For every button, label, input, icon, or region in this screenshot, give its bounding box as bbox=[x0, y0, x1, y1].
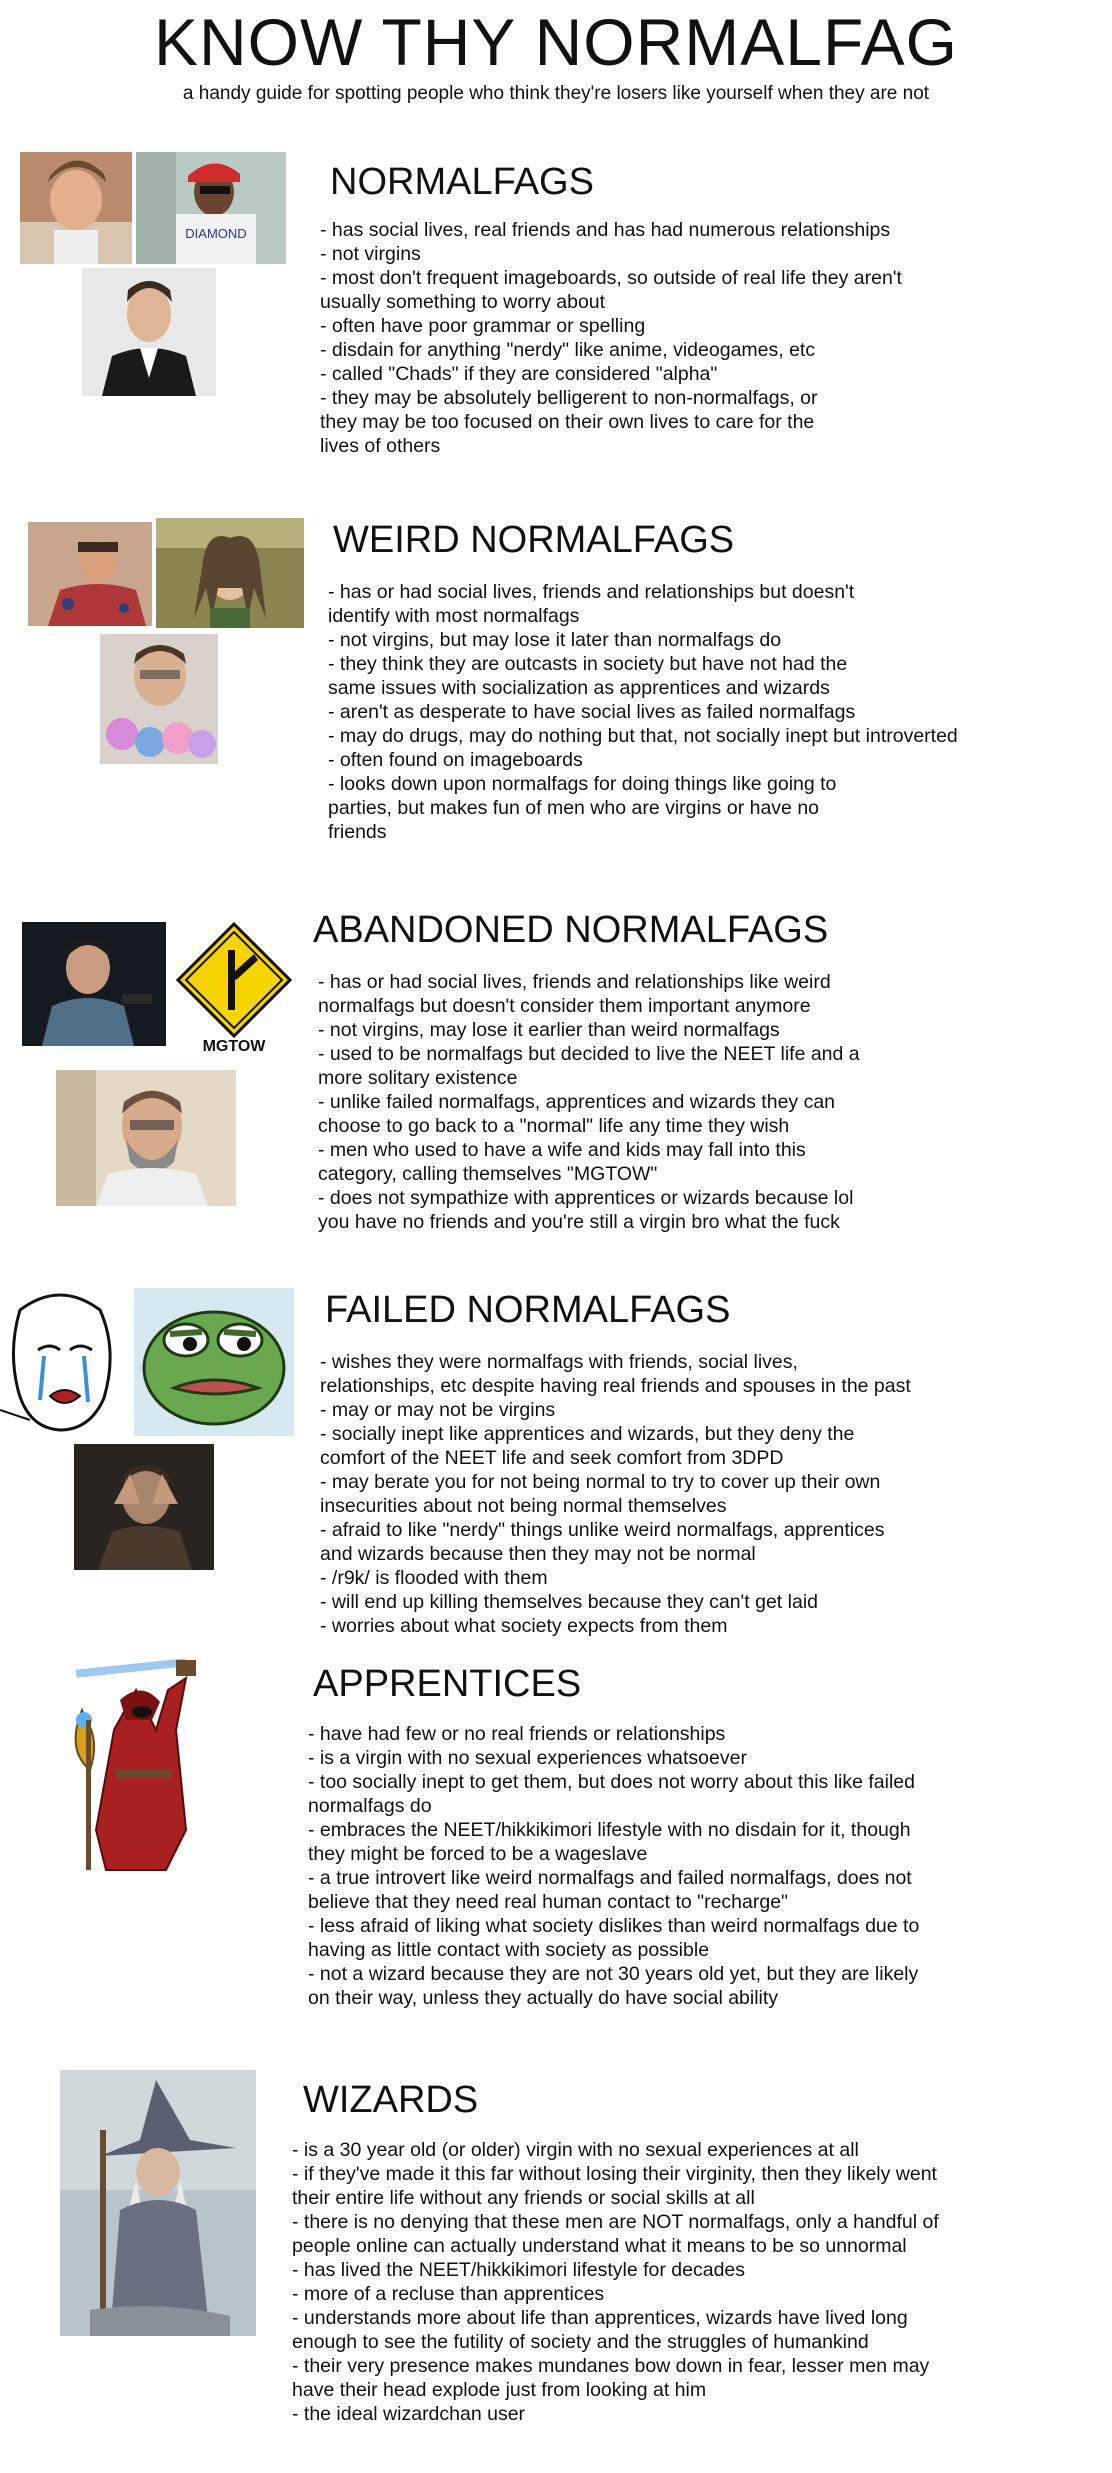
section-wizards bbox=[0, 2060, 1112, 2473]
list-item: - more of a recluse than apprentices bbox=[292, 2283, 605, 2305]
list-item: - too socially inept to get them, but does not worry about this like failed normalfags do bbox=[308, 1771, 915, 1817]
list-item: - worries about what society expects from them bbox=[320, 1615, 728, 1637]
photo-tattooed-man-smoking bbox=[28, 522, 152, 626]
list-item: - not virgins bbox=[320, 243, 421, 265]
list-item: - looks down upon normalfags for doing things like going to parties, but makes fun of men who are virgins or have no friends bbox=[328, 773, 837, 843]
photo-young-man-tank-top bbox=[20, 152, 132, 264]
list-item: - embraces the NEET/hikkikimori lifestyle with no disdain for it, though they might be forced to be a wageslave bbox=[308, 1819, 911, 1865]
crying-wojak-drawing bbox=[0, 1280, 130, 1440]
list-item: - has social lives, real friends and has had numerous relationships bbox=[320, 219, 891, 241]
section-title: FAILED NORMALFAGS bbox=[325, 1289, 731, 1331]
bullet-list bbox=[318, 970, 1078, 1234]
list-item: - not a wizard because they are not 30 years old yet, but they are likely on their way, unless they actually do have social ability bbox=[308, 1963, 919, 2009]
list-item: - disdain for anything "nerdy" like anime, videogames, etc bbox=[320, 339, 816, 361]
photo-man-in-suit bbox=[82, 268, 216, 396]
photo-man-head-in-hands bbox=[74, 1444, 214, 1570]
list-item: - less afraid of liking what society dislikes than weird normalfags due to having as little contact with society as possible bbox=[308, 1915, 920, 1961]
list-item: - often found on imageboards bbox=[328, 749, 583, 771]
section-abandoned-normalfags bbox=[0, 900, 1112, 1240]
list-item: - wishes they were normalfags with friends, social lives, relationships, etc despite having real friends and spouses in the past bbox=[320, 1351, 911, 1397]
red-robed-wizard-with-sword bbox=[56, 1650, 216, 1890]
list-item: - have had few or no real friends or relationships bbox=[308, 1723, 726, 1745]
list-item: - understands more about life than apprentices, wizards have lived long enough to see the futility of society and the struggles of humankind bbox=[292, 2307, 908, 2353]
list-item: - is a 30 year old (or older) virgin with no sexual experiences at all bbox=[292, 2139, 859, 2161]
bullet-list bbox=[292, 2138, 1102, 2426]
list-item: - there is no denying that these men are NOT normalfags, only a handful of people online can actually understand what it means to be so unnormal bbox=[292, 2211, 939, 2257]
bullet-list bbox=[308, 1722, 1098, 2010]
section-title: ABANDONED NORMALFAGS bbox=[313, 909, 829, 951]
list-item: - has lived the NEET/hikkikimori lifestyle for decades bbox=[292, 2259, 746, 2281]
section-title: APPRENTICES bbox=[313, 1663, 582, 1705]
list-item: - a true introvert like weird normalfags and failed normalfags, does not believe that they need real human contact to "recharge" bbox=[308, 1867, 912, 1913]
sad-frog-drawing bbox=[134, 1288, 294, 1436]
list-item: - not virgins, may lose it earlier than weird normalfags bbox=[318, 1019, 780, 1041]
list-item: - does not sympathize with apprentices or wizards because lol you have no friends and you're still a virgin bro what the fuck bbox=[318, 1187, 854, 1233]
page-subtitle: a handy guide for spotting people who think they're losers like yourself when they are not bbox=[182, 83, 930, 104]
list-item: - unlike failed normalfags, apprentices and wizards they can choose to go back to a "normal" life any time they wish bbox=[318, 1091, 836, 1137]
photo-man-with-ponies bbox=[100, 634, 218, 764]
list-item: - afraid to like "nerdy" things unlike weird normalfags, apprentices and wizards because then they may not be normal bbox=[320, 1519, 885, 1565]
list-item: - not virgins, but may lose it later than normalfags do bbox=[328, 629, 782, 651]
section-title: NORMALFAGS bbox=[330, 161, 594, 203]
list-item: - called "Chads" if they are considered "alpha" bbox=[320, 363, 718, 385]
list-item: - /r9k/ is flooded with them bbox=[320, 1567, 548, 1589]
list-item: - often have poor grammar or spelling bbox=[320, 315, 646, 337]
section-apprentices bbox=[0, 1640, 1112, 2040]
list-item: - has or had social lives, friends and relationships like weird normalfags but doesn't consider them important anymore bbox=[318, 971, 831, 1017]
section-failed-normalfags bbox=[0, 1270, 1112, 1640]
list-item: - may berate you for not being normal to try to cover up their own insecurities about not being normal themselves bbox=[320, 1471, 881, 1517]
mgtow-sign-label: MGTOW bbox=[202, 1038, 266, 1055]
photo-man-red-cap-diamond-shirt bbox=[136, 152, 286, 264]
list-item: - most don't frequent imageboards, so outside of real life they aren't usually something to worry about bbox=[320, 267, 902, 313]
page-title: KNOW THY NORMALFAG bbox=[153, 5, 958, 79]
section-title: WIZARDS bbox=[303, 2079, 479, 2121]
list-item: - may or may not be virgins bbox=[320, 1399, 556, 1421]
mgtow-road-sign bbox=[172, 920, 296, 1056]
list-item: - they think they are outcasts in society but have not had the same issues with socialization as apprentices and wizards bbox=[328, 653, 848, 699]
photo-bearded-man-glasses bbox=[56, 1070, 236, 1206]
list-item: - the ideal wizardchan user bbox=[292, 2403, 526, 2425]
list-item: - used to be normalfags but decided to live the NEET life and a more solitary existence bbox=[318, 1043, 860, 1089]
grey-wizard-painting bbox=[60, 2070, 256, 2336]
list-item: - is a virgin with no sexual experiences whatsoever bbox=[308, 1747, 747, 1769]
list-item: - has or had social lives, friends and relationships but doesn't identify with most normalfags bbox=[328, 581, 855, 627]
list-item: - they may be absolutely belligerent to non-normalfags, or they may be too focused on their own lives to care for the lives of others bbox=[320, 387, 818, 457]
list-item: - aren't as desperate to have social lives as failed normalfags bbox=[328, 701, 856, 723]
svg-text:DIAMOND: DIAMOND bbox=[185, 226, 247, 241]
section-title: WEIRD NORMALFAGS bbox=[333, 519, 735, 561]
bullet-list bbox=[328, 580, 1098, 844]
bullet-list bbox=[320, 218, 1080, 458]
photo-dreadlocks-man bbox=[156, 518, 304, 628]
section-normalfags bbox=[0, 150, 1112, 480]
list-item: - may do drugs, may do nothing but that, not socially inept but introverted bbox=[328, 725, 958, 747]
list-item: - socially inept like apprentices and wizards, but they deny the comfort of the NEET life and seek comfort from 3DPD bbox=[320, 1423, 855, 1469]
list-item: - if they've made it this far without losing their virginity, then they likely went their entire life without any friends or social skills at all bbox=[292, 2163, 937, 2209]
photo-man-dark-background bbox=[22, 922, 166, 1046]
bullet-list bbox=[320, 1350, 1100, 1638]
section-weird-normalfags bbox=[0, 510, 1112, 850]
list-item: - men who used to have a wife and kids may fall into this category, calling themselves "MGTOW" bbox=[318, 1139, 806, 1185]
list-item: - will end up killing themselves because they can't get laid bbox=[320, 1591, 818, 1613]
list-item: - their very presence makes mundanes bow down in fear, lesser men may have their head explode just from looking at him bbox=[292, 2355, 930, 2401]
